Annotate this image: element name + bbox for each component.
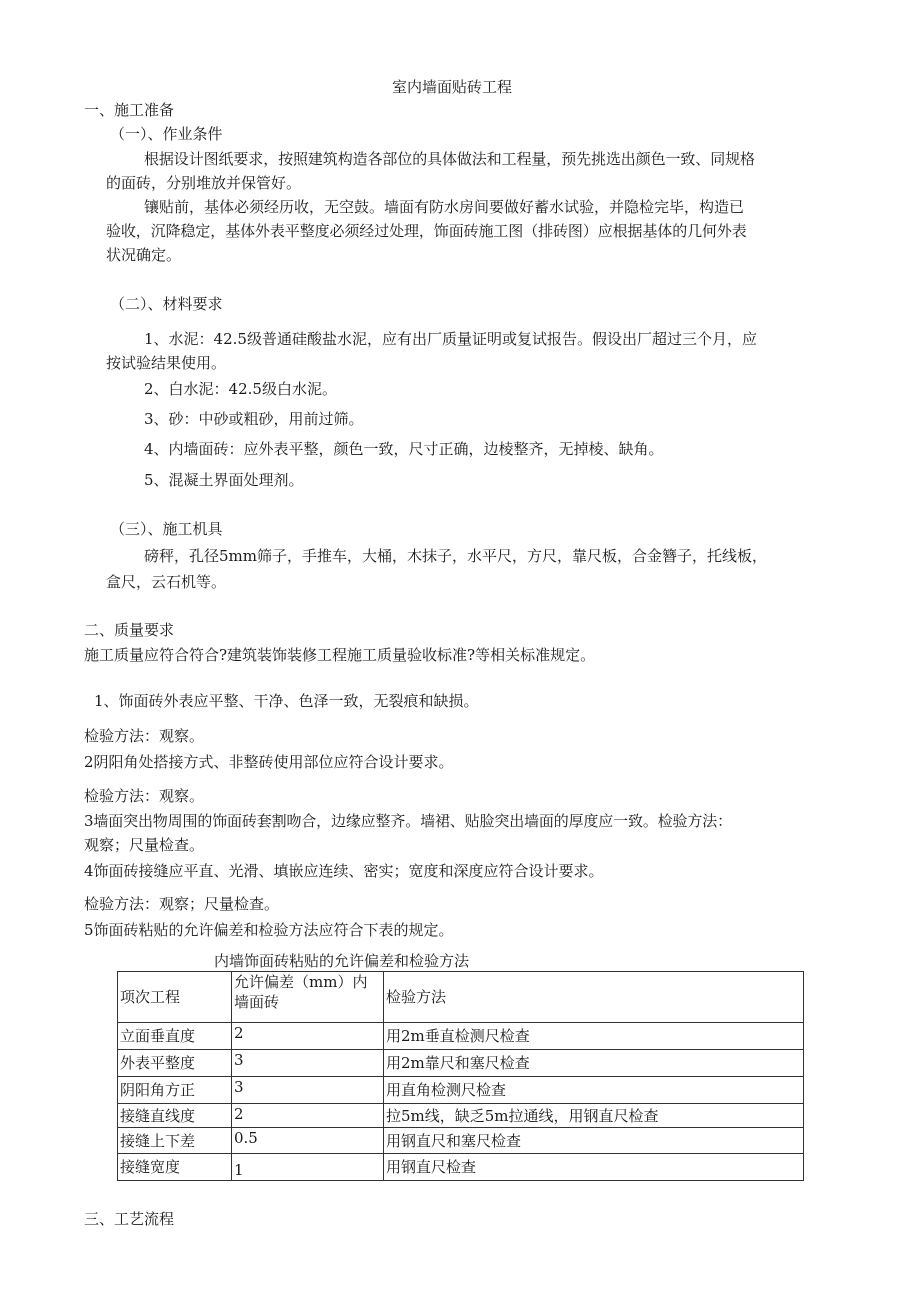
- row-item: 接缝上下差: [118, 1128, 232, 1154]
- material-item-3: 3、砂：中砂或粗砂，用前过筛。: [144, 410, 364, 428]
- row-item: 外表平整度: [118, 1050, 232, 1077]
- requirement-3-line-1: 3墙面突出物周围的饰面砖套割吻合，边缘应整齐。墙裙、贴脸突出墙面的厚度应一致。检验方法：: [84, 812, 732, 830]
- paragraph-1-line-2: 的面砖，分别堆放并保管好。: [106, 174, 302, 192]
- row-method: 用钢直尺检查: [384, 1154, 804, 1181]
- row-tolerance: 3: [232, 1050, 384, 1077]
- paragraph-1-line-1: 根据设计图纸要求，按照建筑构造各部位的具体做法和工程量，预先挑选出颜色一致、同规格: [144, 150, 755, 168]
- check-method-2: 检验方法：观察。: [84, 787, 205, 805]
- table-row: [118, 1128, 804, 1154]
- paragraph-2-line-2: 验收，沉降稳定，基体外表平整度必须经过处理，饰面砖施工图（排砖图）应根据基体的几何外表: [106, 222, 747, 240]
- requirement-1: 1、饰面砖外表应平整、干净、色泽一致，无裂痕和缺损。: [94, 692, 479, 710]
- tools-line-2: 盒尺，云石机等。: [106, 573, 227, 591]
- table-row: [118, 1023, 804, 1050]
- row-method: 用钢直尺和塞尺检查: [384, 1128, 804, 1154]
- material-item-2: 2、白水泥：42.5级白水泥。: [144, 380, 337, 398]
- material-item-4: 4、内墙面砖：应外表平整，颜色一致，尺寸正确，边棱整齐，无掉棱、缺角。: [144, 440, 664, 458]
- row-item: 接缝宽度: [118, 1154, 232, 1181]
- header-tolerance-line-2: 墙面砖: [234, 993, 280, 1011]
- material-item-1-line-2: 按试验结果使用。: [106, 354, 227, 372]
- header-tolerance: [232, 972, 384, 1023]
- table-row: [118, 1154, 804, 1181]
- row-tolerance: 1: [232, 1154, 384, 1181]
- table-header-row: [118, 972, 804, 1023]
- row-tolerance: 2: [232, 1023, 384, 1050]
- row-tolerance: 0.5: [232, 1128, 384, 1154]
- material-item-1-line-1: 1、水泥：42.5级普通硅酸盐水泥，应有出厂质量证明或复试报告。假设出厂超过三个月，应: [144, 330, 757, 348]
- tools-line-1: 磅秤，孔径5mm筛子，手推车，大桶，木抹子，水平尺，方尺，靠尺板，合金簪子，托线板，: [144, 547, 767, 565]
- requirement-3-line-2: 观察；尺量检查。: [84, 836, 205, 854]
- requirement-5: 5饰面砖粘贴的允许偏差和检验方法应符合下表的规定。: [84, 921, 454, 939]
- row-tolerance: 3: [232, 1077, 384, 1104]
- subsection-3-heading: （三）、施工机具: [110, 520, 223, 538]
- table-row: [118, 1104, 804, 1128]
- section-3-heading: 三、工艺流程: [84, 1210, 175, 1228]
- header-method: 检验方法: [384, 972, 804, 1023]
- material-item-5: 5、混凝土界面处理剂。: [144, 471, 304, 489]
- row-method: 用直角检测尺检查: [384, 1077, 804, 1104]
- subsection-2-heading: （二）、材料要求: [110, 295, 223, 313]
- table-row: [118, 1050, 804, 1077]
- row-method: 用2m靠尺和塞尺检查: [384, 1050, 804, 1077]
- row-item: 接缝直线度: [118, 1104, 232, 1128]
- quality-intro: 施工质量应符合符合?建筑装饰装修工程施工质量验收标准?等相关标准规定。: [84, 646, 596, 664]
- row-method: 拉5m线，缺乏5m拉通线，用钢直尺检查: [384, 1104, 804, 1128]
- section-2-heading: 二、质量要求: [84, 621, 175, 639]
- requirement-4: 4饰面砖接缝应平直、光滑、填嵌应连续、密实；宽度和深度应符合设计要求。: [84, 862, 604, 880]
- requirement-2: 2阴阳角处搭接方式、非整砖使用部位应符合设计要求。: [84, 753, 454, 771]
- paragraph-2-line-1: 镶贴前，基体必须经历收，无空鼓。墙面有防水房间要做好蓄水试验，并隐检完毕，构造已: [144, 198, 745, 216]
- tolerance-table: [117, 971, 804, 1181]
- paragraph-2-line-3: 状况确定。: [106, 246, 182, 264]
- table-row: [118, 1077, 804, 1104]
- header-item: 项次工程: [118, 972, 232, 1023]
- row-item: 阴阳角方正: [118, 1077, 232, 1104]
- check-method-1: 检验方法：观察。: [84, 727, 205, 745]
- header-tolerance-line-1: 允许偏差（mm）内: [234, 973, 368, 991]
- section-1-heading: 一、施工准备: [84, 101, 175, 119]
- subsection-1-heading: （一）、作业条件: [110, 125, 223, 143]
- row-tolerance: 2: [232, 1104, 384, 1128]
- page-title: 室内墙面贴砖工程: [392, 78, 513, 96]
- row-item: 立面垂直度: [118, 1023, 232, 1050]
- check-method-4: 检验方法：观察；尺量检查。: [84, 895, 280, 913]
- table-caption: 内墙饰面砖粘贴的允许偏差和检验方法: [214, 952, 470, 970]
- row-method: 用2m垂直检测尺检查: [384, 1023, 804, 1050]
